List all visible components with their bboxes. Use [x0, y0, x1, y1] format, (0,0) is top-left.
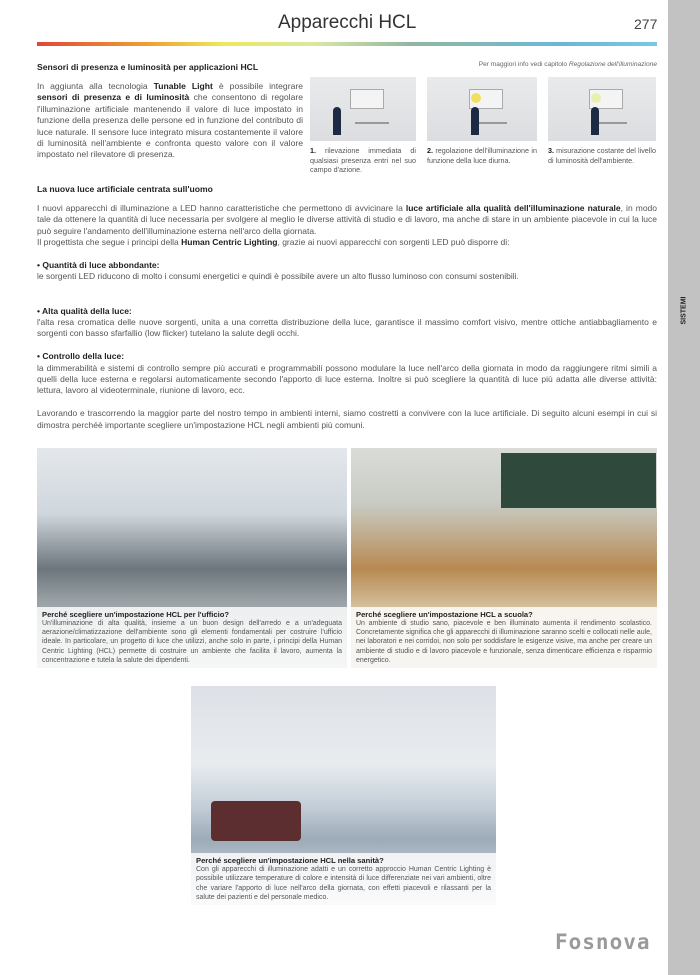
hcl-body-text [37, 203, 657, 431]
text: che consentono di regolare l'illuminazione artificiale mantenendo il valore di luce impostato in funzione della presenza delle persone ed in funzione del contributo di luce naturale. Il sensore luce integrato misura costantemente il valore di luminosità nell'ambiente e confronta questo valore con il valore impostato nel rilevatore di presenza. [37, 92, 304, 160]
bullet-title: • Alta qualità della luce: [37, 305, 132, 316]
bullet-title: • Quantità di luce abbondante: [37, 260, 160, 271]
fosnova-logo: Fosnova [555, 930, 651, 954]
text: I nuovi apparecchi di illuminazione a LED hanno caratteristiche che permettono di avvicinare la [37, 203, 406, 213]
section-heading-hcl: La nuova luce artificiale centrata sull'uomo [37, 184, 213, 194]
side-tab [668, 0, 700, 975]
bullet-text: le sorgenti LED riducono di molto i consumi energetici e quindi è possibile avere un alto flusso luminoso con consumi sostenibili. [37, 271, 519, 282]
closing-paragraph: Lavorando e trascorrendo la maggior parte del nostro tempo in ambienti interni, siamo costretti a convivere con la luce artificiale. Di seguito alcuni esempi in cui si dimostra perchéè importante scegliere un'impostazione HCL negli ambienti più comuni. [37, 408, 657, 430]
page-title: Apparecchi HCL [278, 12, 417, 33]
caption-text: Con gli apparecchi di illuminazione adatti e un corretto approccio Human Centric Lighting è possibile utilizzare temperature di colore e intensità di luce differenziate nei vari ambienti, oltre che variare l'apporto di luce nell'arco della giornata, con effetti piacevoli e rilassanti per la salute dei pazienti e del personale medico. [196, 866, 491, 901]
illustration-luminosity-measurement [548, 77, 656, 141]
bold-text: Tunable Light [153, 81, 213, 91]
step-caption-1 [310, 146, 416, 175]
office-photo [37, 448, 347, 668]
text: In aggiunta alla tecnologia [37, 81, 154, 91]
caption-text: Un'illuminazione di alta qualità, insieme a un buon design dell'arredo e a un'adeguata aerazione/climatizzazione dell'ambiente sono gli elementi fondamentali per costruire l'ufficio ideale. In particolare, un progetto di luce che utilizzi, anche solo in parte, i principi della Human Centric Lighting (HCL) permette di costruire un ambiente che facilita il lavoro, aumenta la concentrazione e tutela la salute dei dipendenti. [42, 619, 342, 664]
bold-text: luce artificiale alla qualità dell'illuminazione naturale [405, 203, 621, 213]
step-caption-3 [548, 146, 656, 165]
bullet-text: l'alta resa cromatica delle nuove sorgenti, unita a una corretta distribuzione della luce, garantisce il massimo comfort visivo, mentre ottiche antiabbagliamento e sorgenti con basso sfarfallio (low flicker) tutelano la salute degli occhi. [37, 317, 657, 339]
section-heading-sensors: Sensori di presenza e luminosità per applicazioni HCL [37, 62, 259, 72]
illustration-daylight-regulation [427, 77, 537, 141]
step-number: 3. [548, 146, 554, 155]
text: Il progettista che segue i principi della [37, 237, 182, 248]
step-caption-2 [427, 146, 537, 165]
text: è possibile integrare [212, 81, 303, 91]
caption-title: Perché scegliere un'impostazione HCL a scuola? [356, 609, 533, 619]
bullet-text: la dimmerabilità e sistemi di controllo sempre più accurati e programmabili possono modulare la luce nell'arco della giornata in modo da raggiungere ritmi simili a quelli della luce esterna e regolarsi automaticamente secondo l'apporto di luce esterna. Inoltre si può scegliere la quantità di luce più adatta alle diverse attività: lettura, lavoro al videoterminale, riunione di lavoro, ecc. [37, 362, 657, 396]
reference-note [400, 61, 657, 68]
photo-caption-office [37, 607, 347, 668]
text: , grazie ai nuovi apparecchi con sorgenti LED può disporre di: [277, 237, 510, 248]
section-tab-label [672, 290, 696, 330]
step-text: misurazione costante del livello di luminosità dell'ambiente. [548, 146, 656, 165]
intro-paragraph [37, 203, 657, 237]
caption-title: Perché scegliere un'impostazione HCL per l'ufficio? [42, 609, 230, 619]
section-tab-text: SISTEMI [680, 295, 688, 325]
step-text: regolazione dell'illuminazione in funzione della luce diurna. [427, 146, 537, 165]
step-number: 1. [310, 146, 316, 155]
sensors-paragraph [37, 81, 303, 161]
bold-text: Human Centric Lighting [181, 237, 278, 248]
step-number: 2. [427, 146, 433, 155]
illustration-presence-detection [310, 77, 416, 141]
photo-caption-school [351, 607, 657, 668]
hospital-bed [211, 801, 301, 841]
note-chapter: Regolazione dell'illuminazione [568, 61, 657, 68]
classroom-photo [351, 448, 657, 668]
color-gradient-rule [37, 42, 657, 46]
note-prefix: Per maggiori info vedi capitolo [478, 61, 569, 68]
chalkboard [501, 453, 656, 508]
page-number: 277 [634, 16, 658, 32]
photo-caption-healthcare [191, 853, 496, 905]
bullet-title: • Controllo della luce: [37, 351, 125, 362]
bold-text: sensori di presenza e di luminosità [37, 92, 190, 103]
hospital-photo [191, 686, 496, 905]
step-text: rilevazione immediata di qualsiasi presenza entri nel suo campo d'azione. [310, 146, 416, 175]
caption-title: Perché scegliere un'impostazione HCL nella sanità? [196, 855, 384, 865]
hcl-paragraph [37, 237, 657, 248]
caption-text: Un ambiente di studio sano, piacevole e ben illuminato aumenta il rendimento scolastico. Concretamente significa che gli apparecchi di illuminazione saranno scelti e collocati nelle aule, nei laboratori e nei corridoi, non solo per soddisfare le esigenze visive, ma anche per creare un ambiente di studio e di lavoro piacevole e funzionale, senza dimenticare efficienza e risparmio energetico. [356, 619, 652, 664]
text: , in modo tale da ottenere la quantità di luce necessaria per svolgere al meglio le diverse attività di studio e di lavoro, ma anche di stare in un ambiente piacevole in cui la luce può seguire l'andamento dell'illuminazione esterna nell'arco della giornata. [37, 203, 657, 236]
